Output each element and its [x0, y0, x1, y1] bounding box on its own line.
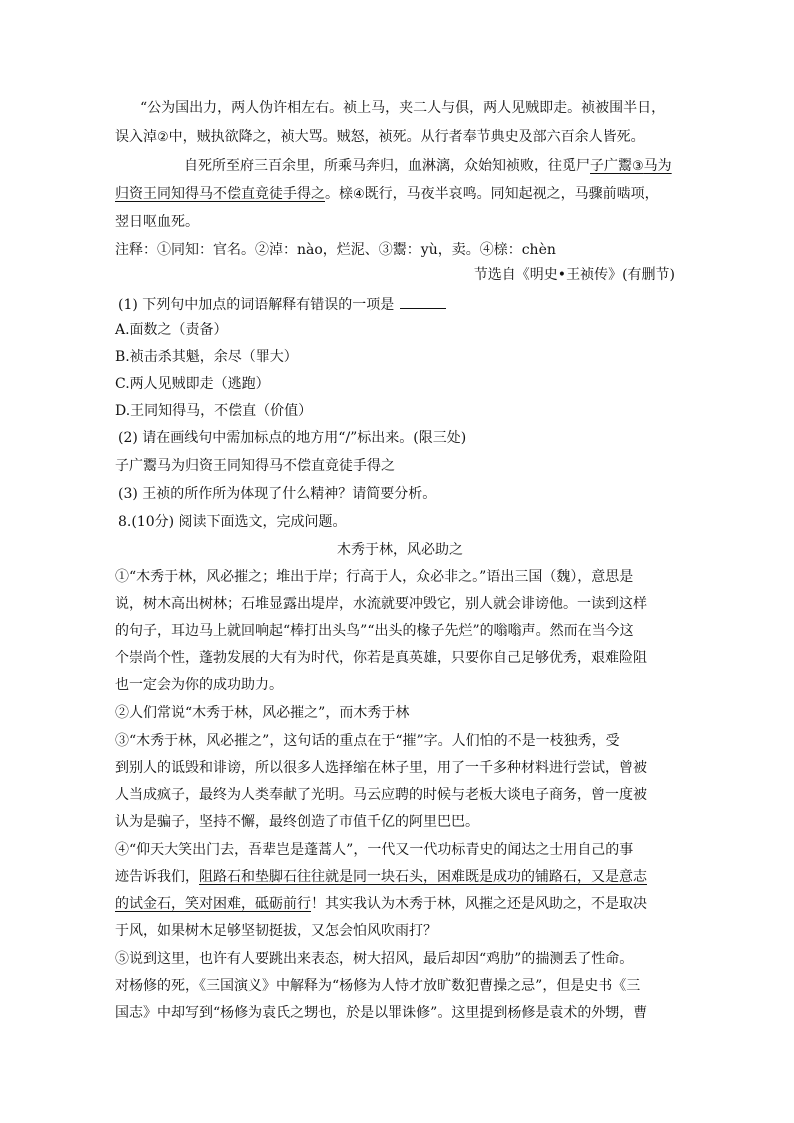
passage-line-1: “公为国出力，两人伪许相左右。祯上马，夹二人与俱，两人见贼即走。祯被围半日，: [140, 100, 666, 116]
essay-p3-l1: ③“木秀于林，风必摧之”，这句话的重点在于“摧”字。人们怕的不是一枝独秀，受: [115, 733, 620, 749]
answer-blank: [400, 294, 446, 309]
footnote-marker-3: ③: [632, 159, 644, 174]
essay-p4-l2: 迹告诉我们，阻路石和垫脚石往往就是同一块石头，困难既是成功的铺路石，又是意志: [115, 869, 647, 885]
essay-p1-l5: 也一定会为你的成功助力。: [115, 677, 283, 693]
passage-line-5: 翌日呕血死。: [115, 214, 199, 230]
underlined-phrase: 阻路石和垫脚石往往就是同一块石头，困难既是成功的铺路石，又是意志: [199, 869, 647, 885]
option-d: D.王同知得马，不偿直（价值）: [115, 403, 313, 419]
passage-line-3: 自死所至府三百余里，所乘马奔归，血淋漓，众始知祯败，往觅尸子广鬻③马为: [184, 158, 672, 174]
passage-line-4: 归资王同知得马不偿直竟徒手得之。榇④既行，马夜半哀鸣。同知起视之，马骤前啮项，: [115, 186, 659, 202]
essay-p4-l4: 于风，如果树木足够坚韧挺拔，又怎会怕风吹雨打？: [115, 923, 437, 939]
option-b: B.祯击杀其魁，余尽（罪大）: [115, 349, 298, 365]
essay-p3-l4: 认为是骗子，坚持不懈，最终创造了市值千亿的阿里巴巴。: [115, 814, 479, 830]
annotation-notes: 注释：①同知：官名。②淖：nào，烂泥、③鬻：yù，卖。④榇：chèn: [115, 242, 556, 258]
passage-line-2: 误入淖②中，贼执欲降之，祯大骂。贼怒，祯死。从行者奉节典史及部六百余人皆死。: [115, 129, 645, 145]
question-8-header: 8.(10分) 阅读下面选文，完成问题。: [118, 514, 347, 530]
essay-p2: ②人们常说“木秀于林，风必摧之”，而木秀于林: [115, 705, 410, 721]
underlined-sentence-cont: 归资王同知得马不偿直竟徒手得之: [115, 186, 325, 202]
essay-p1-l2: 说，树木高出树林；石堆显露出堤岸，水流就要冲毁它，别人就会诽谤他。一读到这样: [115, 596, 647, 612]
essay-p1-l3: 的句子，耳边马上就回响起“棒打出头鸟”“出头的椽子先烂”的嗡嗡声。然而在当今这: [115, 623, 634, 639]
footnote-marker-2: ②: [157, 130, 169, 145]
essay-p3-l2: 到别人的诋毁和诽谤，所以很多人选择缩在林子里，用了一千多种材料进行尝试，曾被: [115, 760, 647, 776]
underlined-phrase-cont: 的试金石，笑对困难，砥砺前行: [115, 896, 311, 912]
question-2: (2) 请在画线句中需加标点的地方用“/”标出来。(限三处): [118, 430, 467, 446]
question-3: (3) 王祯的所作所为体现了什么精神？请简要分析。: [118, 486, 437, 502]
essay-p4-l3: 的试金石，笑对困难，砥砺前行！其实我认为木秀于林，风摧之还是风助之，不是取决: [115, 896, 647, 912]
essay-p5-l1: ⑤说到这里，也许有人要跳出来表态，树大招风，最后却因“鸡肋”的揣测丢了性命。: [115, 951, 634, 967]
essay-title: 木秀于林，风必助之: [337, 542, 463, 558]
essay-p5-l3: 国志》中却写到“杨修为袁氏之甥也，於是以罪诛修”。这里提到杨修是袁术的外甥，曹: [115, 1005, 648, 1021]
essay-p1-l1: ①“木秀于林，风必摧之；堆出于岸；行高于人，众必非之。”语出三国（魏），意思是: [115, 569, 634, 585]
question-2-sentence: 子广鬻马为归资王同知得马不偿直竟徒手得之: [115, 458, 395, 474]
essay-p4-l1: ④“仰天大笑出门去，吾辈岂是蓬蒿人”，一代又一代功标青史的闻达之士用自己的事: [115, 842, 634, 858]
source-citation: 节选自《明史•王祯传》(有删节): [473, 267, 675, 283]
footnote-marker-4: ④: [353, 187, 365, 202]
essay-p1-l4: 个崇尚个性，蓬勃发展的大有为时代，你若是真英雄，只要你自己足够优秀，艰难险阻: [115, 650, 647, 666]
essay-p5-l2: 对杨修的死，《三国演义》中解释为“杨修为人恃才放旷数犯曹操之忌”，但是史书《三: [115, 978, 641, 994]
essay-p3-l3: 人当成疯子，最终为人类奉献了光明。马云应聘的时候与老板大谈电子商务，曾一度被: [115, 787, 647, 803]
question-1: (1) 下列句中加点的词语解释有错误的一项是: [118, 294, 688, 315]
option-c: C.两人见贼即走（逃跑）: [115, 376, 270, 392]
option-a: A.面数之（责备）: [115, 322, 228, 338]
underlined-sentence: 子广鬻③马为: [590, 158, 672, 174]
